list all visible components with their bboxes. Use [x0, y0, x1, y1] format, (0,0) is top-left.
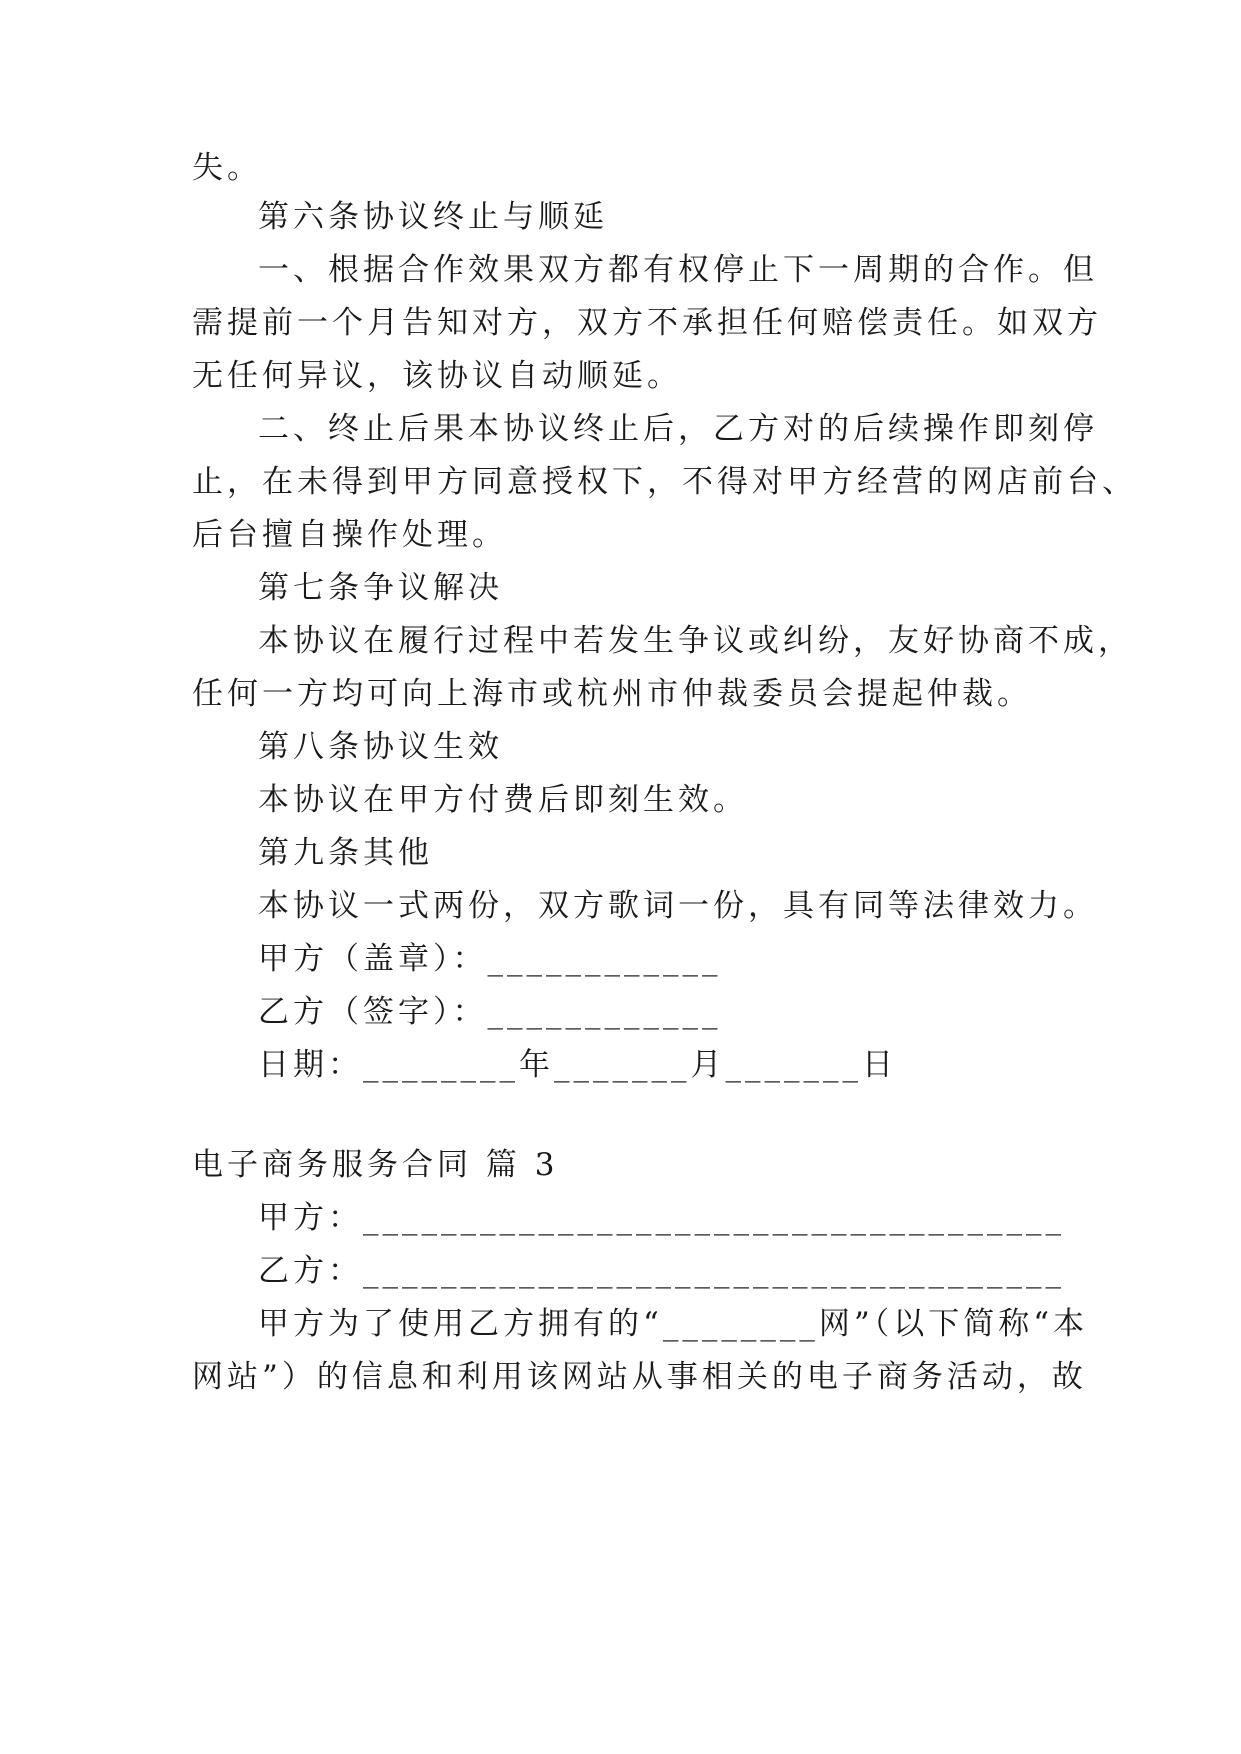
text-line: 任何一方均可向上海市或杭州市仲裁委员会提起仲裁。	[192, 676, 1032, 712]
contract-title: 电子商务服务合同 篇 3	[192, 1147, 559, 1183]
text-line: 本协议在甲方付费后即刻生效。	[258, 782, 748, 818]
text-line: 本协议在履行过程中若发生争议或纠纷，友好协商不成，	[258, 623, 1133, 659]
text-line: 甲方为了使用乙方拥有的“________网”（以下简称“本	[258, 1306, 1089, 1342]
text-line: 止，在未得到甲方同意授权下，不得对甲方经营的网店前台、	[192, 464, 1137, 500]
text-line: 一、根据合作效果双方都有权停止下一周期的合作。但	[258, 252, 1098, 288]
section-heading: 第六条协议终止与顺延	[258, 199, 608, 235]
text-line: 无任何异议，该协议自动顺延。	[192, 358, 682, 394]
text-line: 二、终止后果本协议终止后，乙方对的后续操作即刻停	[258, 411, 1098, 447]
text-line: 本协议一式两份，双方歌词一份，具有同等法律效力。	[258, 888, 1098, 924]
signature-line-party-a: 甲方（盖章）：____________	[258, 941, 722, 977]
party-b-line: 乙方：____________________________________	[258, 1253, 1065, 1289]
section-heading: 第七条争议解决	[258, 570, 503, 606]
text-line: 网站”）的信息和利用该网站从事相关的电子商务活动，故	[192, 1359, 1087, 1395]
signature-line-party-b: 乙方（签字）：____________	[258, 994, 722, 1030]
text-line: 后台擅自操作处理。	[192, 517, 507, 553]
text-line: 失。	[192, 150, 262, 186]
text-line: 需提前一个月告知对方，双方不承担任何赔偿责任。如双方	[192, 305, 1102, 341]
section-heading: 第八条协议生效	[258, 729, 503, 765]
section-heading: 第九条其他	[258, 835, 433, 871]
date-line: 日期：________年_______月_______日	[258, 1047, 897, 1083]
party-a-line: 甲方：____________________________________	[258, 1200, 1065, 1236]
